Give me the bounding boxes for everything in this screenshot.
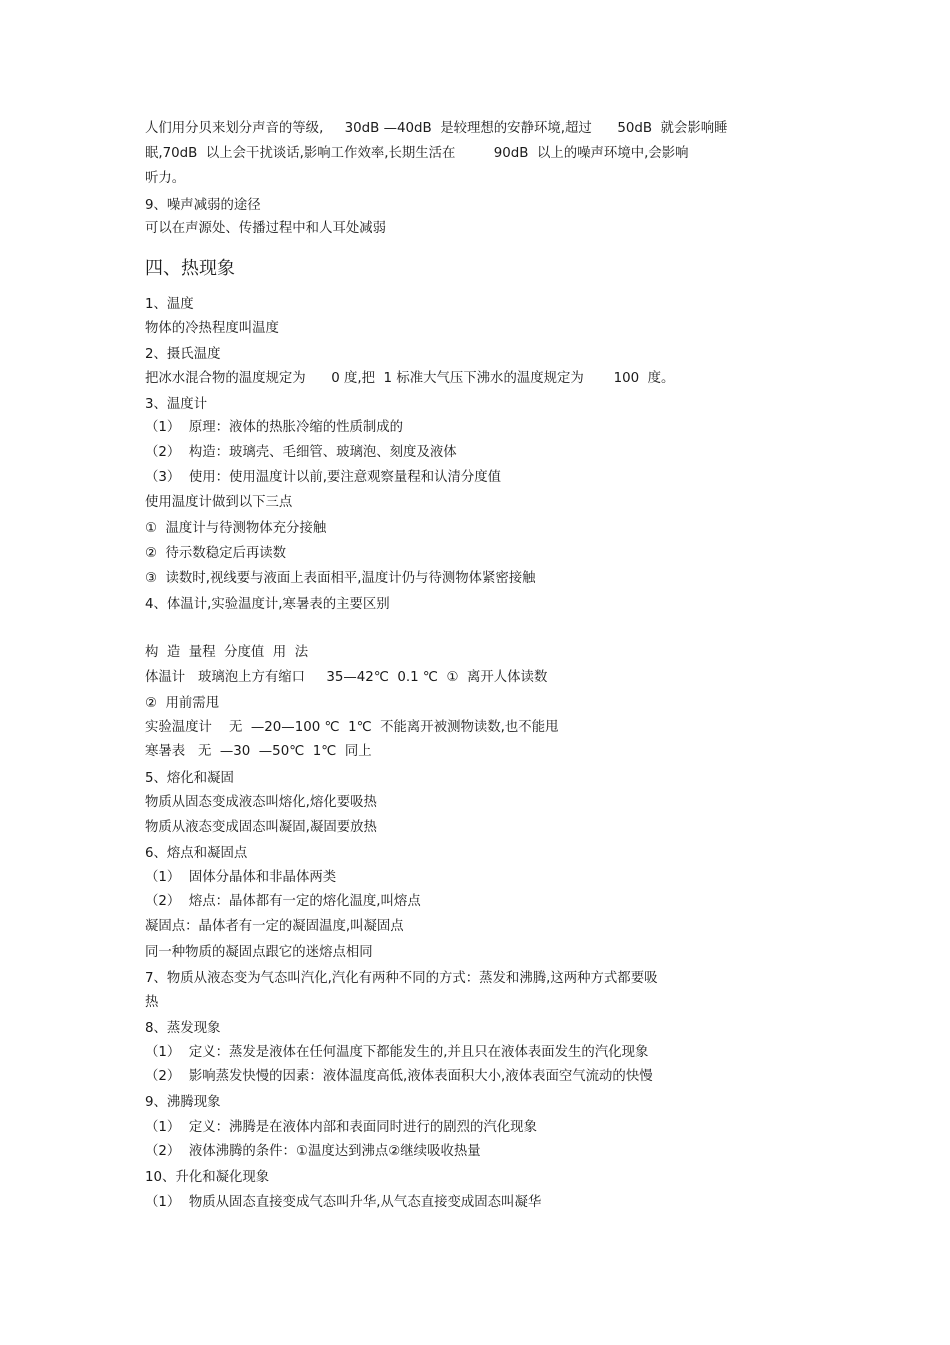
paragraph: 凝固点：晶体者有一定的凝固温度,叫凝固点: [145, 919, 404, 934]
paragraph: 使用温度计做到以下三点: [145, 495, 293, 510]
section-heading-9: 9、噪声减弱的途径: [145, 198, 261, 213]
list-item: （3） 使用：使用温度计以前,要注意观察量程和认清分度值: [145, 470, 502, 485]
paragraph: 可以在声源处、传播过程中和人耳处减弱: [145, 221, 387, 236]
list-item: （2） 构造：玻璃壳、毛细管、玻璃泡、刻度及液体: [145, 445, 457, 460]
paragraph: 把冰水混合物的温度规定为 0 度,把 1 标准大气压下沸水的温度规定为 100 度。: [145, 371, 675, 386]
paragraph: 物体的冷热程度叫温度: [145, 321, 279, 336]
table-row: 实验温度计 无 —20—100 ℃ 1℃ 不能离开被测物读数,也不能甩: [145, 720, 559, 735]
noise-level-text-line-3: 听力。: [145, 171, 186, 186]
section-heading-10: 10、升化和凝化现象: [145, 1170, 270, 1185]
section-heading-9b: 9、沸腾现象: [145, 1095, 221, 1110]
table-row: ② 用前需甩: [145, 696, 220, 711]
paragraph: 物质从固态变成液态叫熔化,熔化要吸热: [145, 795, 377, 810]
paragraph: 同一种物质的凝固点跟它的迷熔点相同: [145, 945, 373, 960]
list-item: ② 待示数稳定后再读数: [145, 546, 287, 561]
list-item: （1） 定义：蒸发是液体在任何温度下都能发生的,并且只在液体表面发生的汽化现象: [145, 1045, 649, 1060]
section-heading-2: 2、摄氏温度: [145, 347, 221, 362]
list-item: ③ 读数时,视线要与液面上表面相平,温度计仍与待测物体紧密接触: [145, 571, 536, 586]
section-heading-5: 5、熔化和凝固: [145, 771, 234, 786]
table-row: 寒暑表 无 —30 —50℃ 1℃ 同上: [145, 744, 372, 759]
section-heading-8: 8、蒸发现象: [145, 1021, 221, 1036]
list-item: （2） 影响蒸发快慢的因素：液体温度高低,液体表面积大小,液体表面空气流动的快慢: [145, 1069, 653, 1084]
list-item: （1） 原理：液体的热胀冷缩的性质制成的: [145, 420, 404, 435]
noise-level-text-line-2: 眠,70dB 以上会干扰谈话,影响工作效率,长期生活在 90dB 以上的噪声环境中,会影响: [145, 146, 689, 161]
paragraph: 物质从液态变成固态叫凝固,凝固要放热: [145, 820, 377, 835]
list-item: ① 温度计与待测物体充分接触: [145, 521, 327, 536]
chapter-heading: 四、热现象: [145, 258, 235, 279]
section-heading-4: 4、体温计,实验温度计,寒暑表的主要区别: [145, 597, 390, 612]
noise-level-text-line-1: 人们用分贝来划分声音的等级, 30dB —40dB 是较理想的安静环境,超过 50dB 就会影响睡: [145, 121, 728, 136]
paragraph: 热: [145, 995, 159, 1010]
table-header-row: 构 造 量程 分度值 用 法: [145, 645, 309, 660]
section-heading-1: 1、温度: [145, 297, 194, 312]
section-heading-3: 3、温度计: [145, 397, 208, 412]
section-heading-7: 7、物质从液态变为气态叫汽化,汽化有两种不同的方式：蒸发和沸腾,这两种方式都要吸: [145, 971, 658, 986]
list-item: （1） 定义：沸腾是在液体内部和表面同时进行的剧烈的汽化现象: [145, 1120, 537, 1135]
list-item: （1） 固体分晶体和非晶体两类: [145, 870, 337, 885]
section-heading-6: 6、熔点和凝固点: [145, 846, 248, 861]
list-item: （2） 熔点：晶体都有一定的熔化温度,叫熔点: [145, 894, 421, 909]
table-row: 体温计 玻璃泡上方有缩口 35—42℃ 0.1 ℃ ① 离开人体读数: [145, 670, 548, 685]
list-item: （1） 物质从固态直接变成气态叫升华,从气态直接变成固态叫凝华: [145, 1195, 542, 1210]
list-item: （2） 液体沸腾的条件：①温度达到沸点②继续吸收热量: [145, 1144, 481, 1159]
